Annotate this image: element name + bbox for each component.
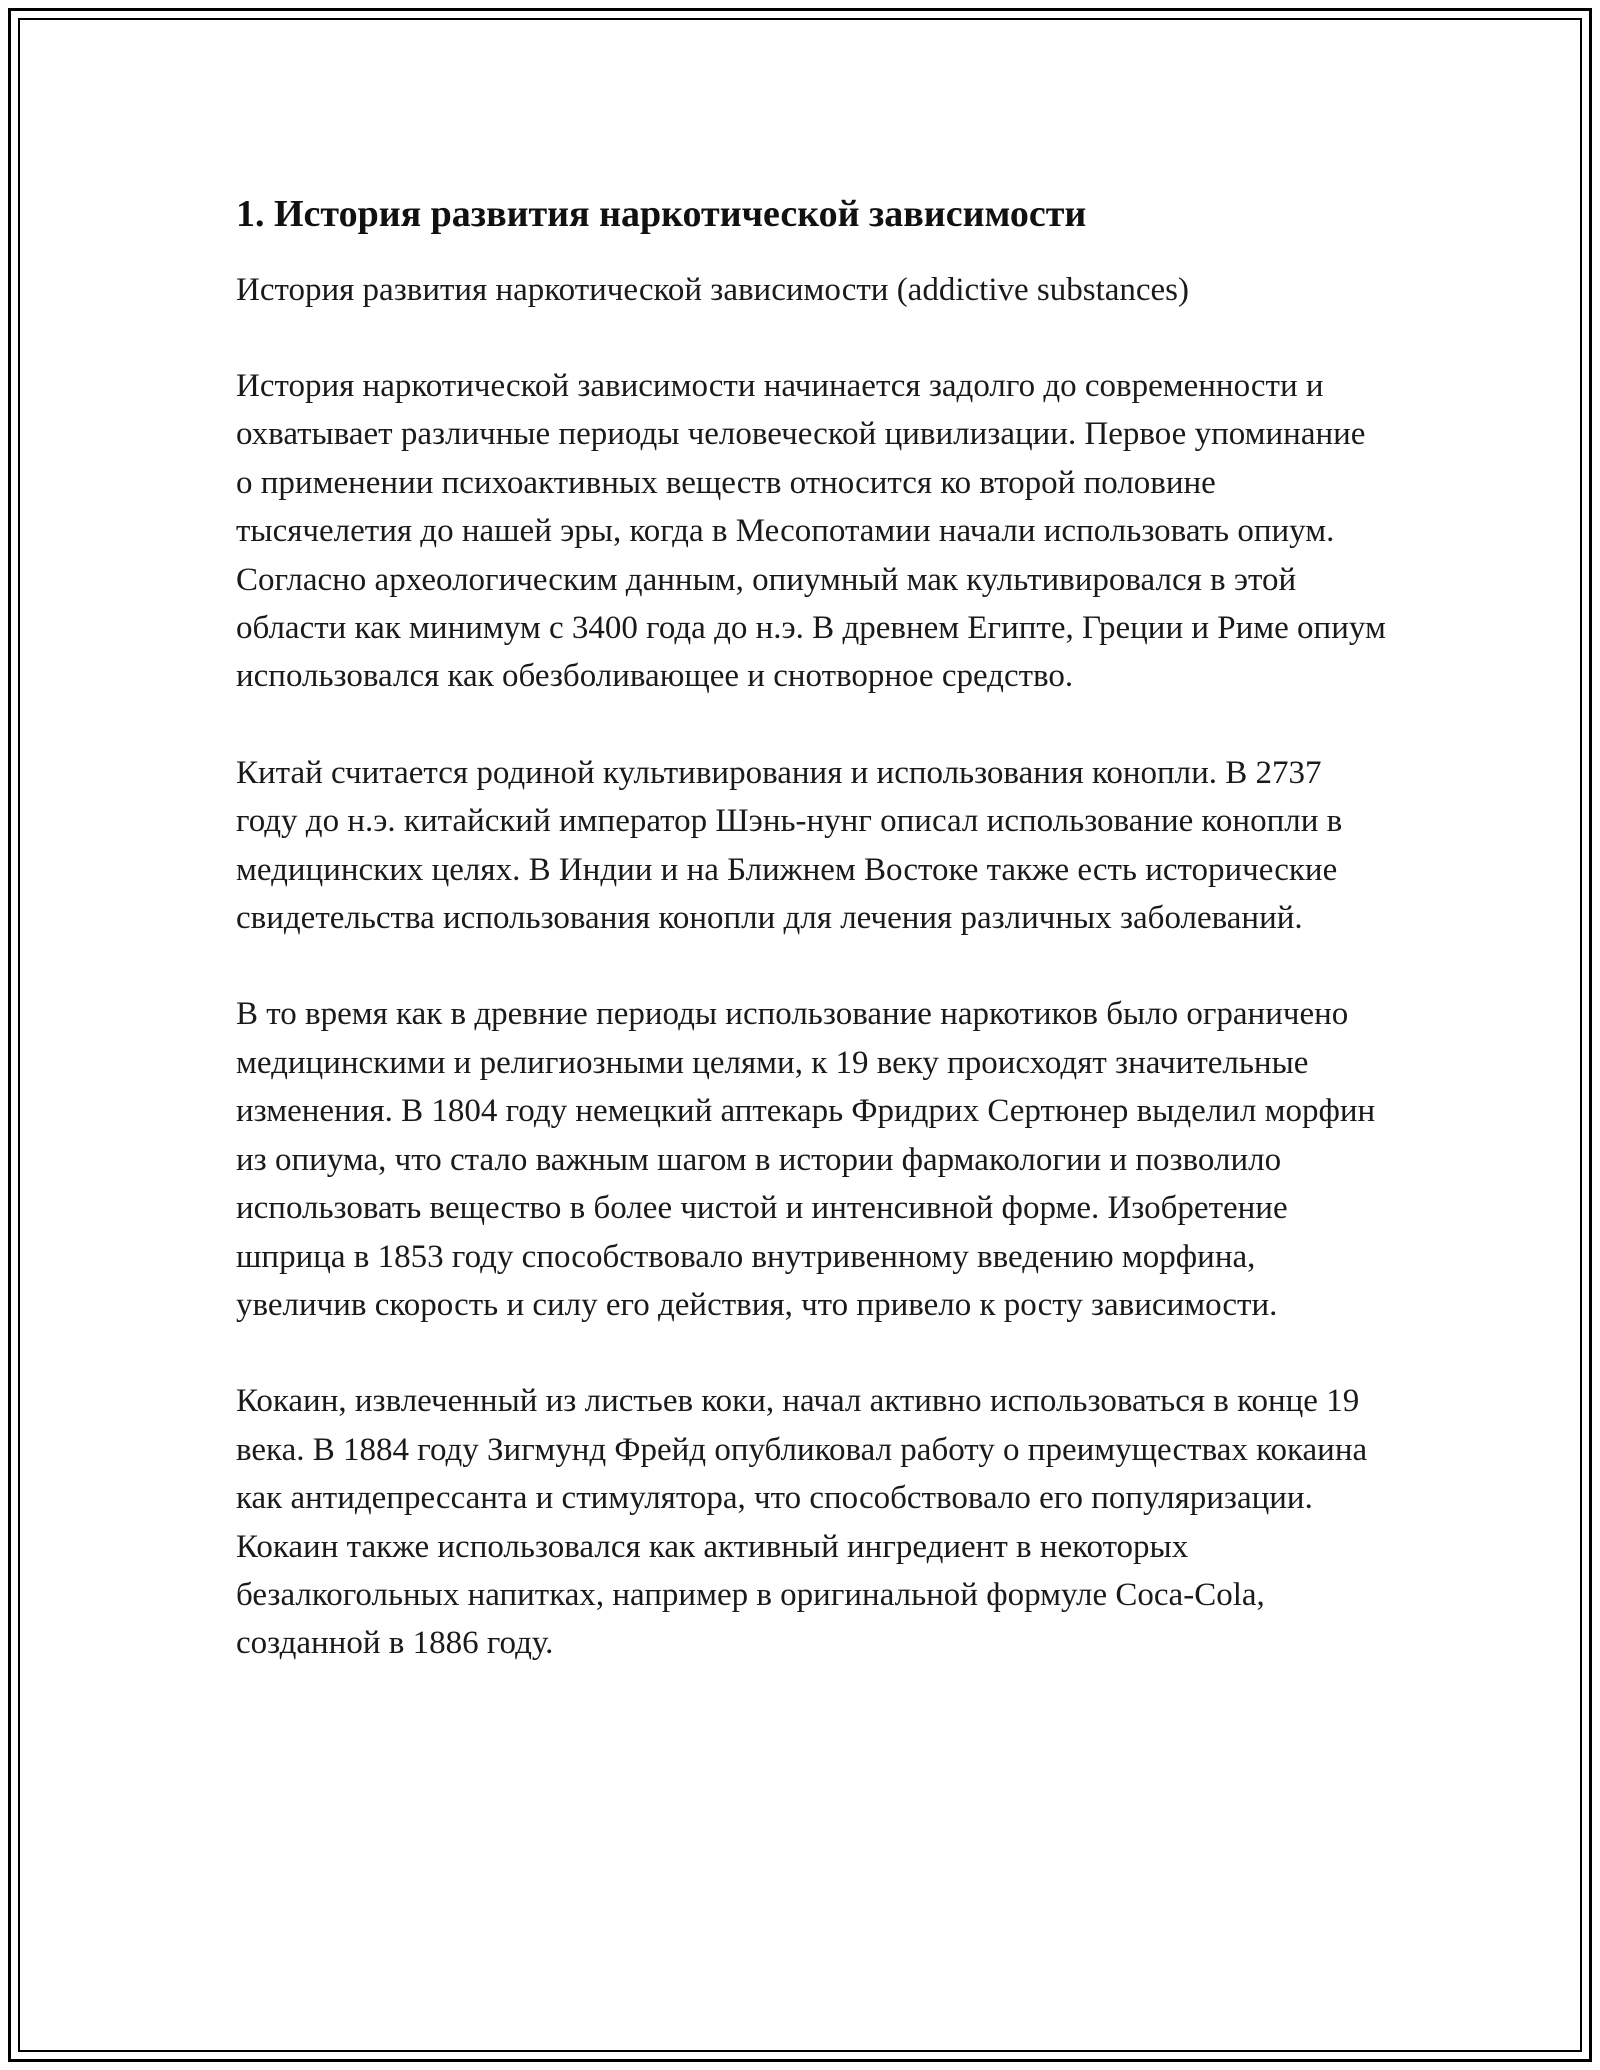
paragraph-opium: История наркотической зависимости начинается задолго до современности и охватывает различные периоды человеческой цивилизации. Первое упоминание о применении психоактивных веществ относится ко второй половине тысячелетия до нашей эры, когда в Месопотамии начали использовать опиум. Согласно археологическим данным, опиумный мак культивировался в этой области как минимум с 3400 года до н.э. В древнем Египте, Греции и Риме опиум использовался как обезболивающее и снотворное средство.	[236, 368, 1386, 695]
paragraph-cannabis: Китай считается родиной культивирования и использования конопли. В 2737 году до н.э. китайский император Шэнь-нунг описал использование конопли в медицинских целях. В Индии и на Ближнем Востоке также есть исторические свидетельства использования конопли для лечения различных заболеваний.	[236, 754, 1343, 937]
section-subtitle: История развития наркотической зависимости (addictive substances)	[236, 272, 1190, 308]
document-body	[236, 190, 1386, 1716]
paragraph-cocaine: Кокаин, извлеченный из листьев коки, начал активно использоваться в конце 19 века. В 1884 году Зигмунд Фрейд опубликовал работу о преимуществах кокаина как антидепрессанта и стимулятора, что способствовало его популяризации. Кокаин также использовался как активный ингредиент в некоторых безалкогольных напитках, например в оригинальной формуле Coca-Cola, созданной в 1886 году.	[236, 1383, 1368, 1662]
section-heading: 1. История развития наркотической зависимости	[236, 193, 1087, 235]
paragraph-morphine: В то время как в древние периоды использование наркотиков было ограничено медицинскими и религиозными целями, к 19 веку происходят значительные изменения. В 1804 году немецкий аптекарь Фридрих Сертюнер выделил морфин из опиума, что стало важным шагом в истории фармакологии и позволило использовать вещество в более чистой и интенсивной форме. Изобретение шприца в 1853 году способствовало внутривенному введению морфина, увеличив скорость и силу его действия, что привело к росту зависимости.	[236, 996, 1376, 1323]
